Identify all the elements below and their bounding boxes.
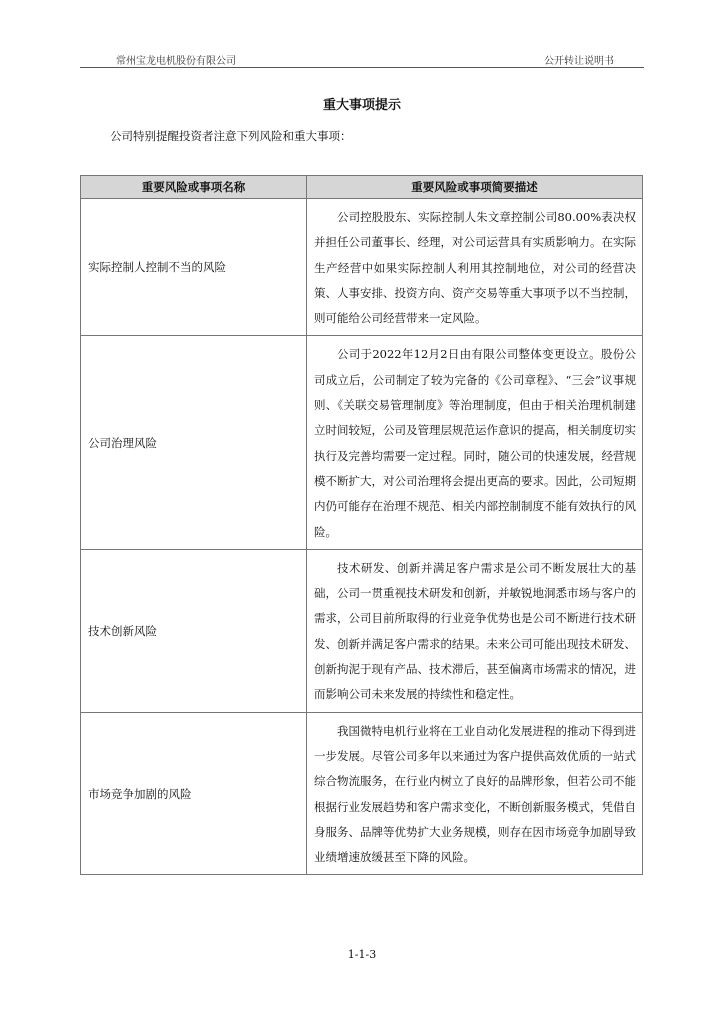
- table-header-row: [81, 176, 643, 199]
- page-number: 1-1-3: [347, 948, 377, 961]
- risk-description: 技术研发、创新并满足客户需求是公司不断发展壮大的基础，公司一贯重视技术研发和创新，并敏锐地洞悉市场与客户的需求，公司目前所取得的行业竞争优势也是公司不断进行技术研发、创新并满足客户需求的结果。未来公司可能出现技术研发、创新拘泥于现有产品、技术滞后，甚至偏离市场需求的情况，进而影响公司未来发展的持续性和稳定性。: [307, 549, 643, 712]
- intro-text: 公司特别提醒投资者注意下列风险和重大事项：: [110, 129, 352, 143]
- risk-name: 技术创新风险: [81, 549, 307, 712]
- header-doc-type: 公开转让说明书: [544, 56, 614, 67]
- risk-description: 公司于2022年12月2日由有限公司整体变更设立。股份公司成立后，公司制定了较为完备的《公司章程》、“三会”议事规则、《关联交易管理制度》等治理制度，但由于相关治理机制建立时间较短，公司及管理层规范运作意识的提高，相关制度切实执行及完善均需要一定过程。同时，随公司的快速发展，经营规模不断扩大，对公司治理将会提出更高的要求。因此，公司短期内仍可能存在治理不规范、相关内部控制制度不能有效执行的风险。: [307, 336, 643, 549]
- risk-table: [80, 175, 643, 875]
- column-header-name: 重要风险或事项名称: [81, 176, 307, 199]
- risk-name: 市场竞争加剧的风险: [81, 712, 307, 875]
- table-row: [81, 199, 643, 336]
- risk-description: 公司控股股东、实际控制人朱文章控制公司80.00%表决权并担任公司董事长、经理，对公司运营具有实质影响力。在实际生产经营中如果实际控制人利用其控制地位，对公司的经营决策、人事安排、投资方向、资产交易等重大事项予以不当控制，则可能给公司经营带来一定风险。: [307, 199, 643, 336]
- page-header: [80, 50, 644, 66]
- risk-name: 公司治理风险: [81, 336, 307, 549]
- risk-description: 我国微特电机行业将在工业自动化发展进程的推动下得到进一步发展。尽管公司多年以来通过为客户提供高效优质的一站式综合物流服务，在行业内树立了良好的品牌形象，但若公司不能根据行业发展趋势和客户需求变化，不断创新服务模式，凭借自身服务、品牌等优势扩大业务规模，则存在因市场竞争加剧导致业绩增速放缓甚至下降的风险。: [307, 712, 643, 875]
- table-row: [81, 712, 643, 875]
- column-header-desc: 重要风险或事项简要描述: [307, 176, 643, 199]
- page-title: 重大事项提示: [322, 98, 401, 113]
- table-row: [81, 336, 643, 549]
- risk-name: 实际控制人控制不当的风险: [81, 199, 307, 336]
- header-rule: [80, 67, 644, 68]
- table-row: [81, 549, 643, 712]
- header-company: 常州宝龙电机股份有限公司: [116, 56, 236, 67]
